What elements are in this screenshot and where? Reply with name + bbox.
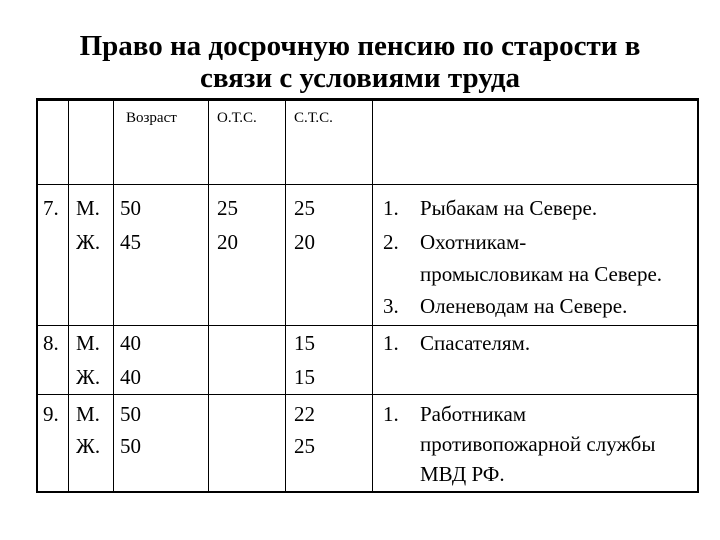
sex-female: Ж.: [76, 365, 101, 389]
sex-male: М.: [76, 331, 100, 355]
item-text: Спасателям.: [420, 331, 531, 355]
header-ots: О.Т.С.: [217, 110, 257, 126]
age-female: 40: [120, 365, 141, 389]
header-sts: С.Т.С.: [294, 110, 333, 126]
item-number: 2.: [383, 230, 399, 254]
item-number: 3.: [383, 294, 399, 318]
age-female: 45: [120, 230, 141, 254]
ots-male: 25: [217, 196, 238, 220]
item-text: МВД РФ.: [420, 462, 505, 486]
age-male: 40: [120, 331, 141, 355]
item-text: Работникам: [420, 402, 527, 426]
item-number: 1.: [383, 331, 399, 355]
title-line-1: Право на досрочную пенсию по старости в: [79, 30, 641, 62]
item-number: 1.: [383, 196, 399, 220]
header-age: Возраст: [126, 110, 177, 126]
col-divider-2: [113, 98, 114, 493]
item-text: Оленеводам на Севере.: [420, 294, 628, 318]
sts-female: 20: [294, 230, 315, 254]
sex-female: Ж.: [76, 434, 101, 458]
sex-male: М.: [76, 196, 100, 220]
item-text: Рыбакам на Севере.: [420, 196, 598, 220]
border-top: [36, 98, 699, 101]
sex-male: М.: [76, 402, 100, 426]
sts-female: 25: [294, 434, 315, 458]
ots-female: 20: [217, 230, 238, 254]
item-number: 1.: [383, 402, 399, 426]
col-divider-1: [68, 98, 69, 493]
col-divider-4: [285, 98, 286, 493]
col-divider-3: [208, 98, 209, 493]
age-male: 50: [120, 402, 141, 426]
sts-male: 22: [294, 402, 315, 426]
row-divider-8-9: [36, 394, 699, 395]
border-bottom: [36, 491, 699, 493]
row-number: 7.: [43, 196, 59, 220]
item-text: противопожарной службы: [420, 432, 656, 456]
border-right: [697, 98, 699, 493]
age-male: 50: [120, 196, 141, 220]
sex-female: Ж.: [76, 230, 101, 254]
row-number: 8.: [43, 331, 59, 355]
row-divider-7-8: [36, 325, 699, 326]
page-title: [0, 30, 720, 94]
row-number: 9.: [43, 402, 59, 426]
sts-female: 15: [294, 365, 315, 389]
row-divider-header: [36, 184, 699, 185]
border-left: [36, 98, 38, 493]
sts-male: 15: [294, 331, 315, 355]
sts-male: 25: [294, 196, 315, 220]
item-text: промысловикам на Севере.: [420, 262, 663, 286]
col-divider-5: [372, 98, 373, 493]
age-female: 50: [120, 434, 141, 458]
title-line-2: связи с условиями труда: [199, 62, 521, 94]
item-text: Охотникам-: [420, 230, 527, 254]
